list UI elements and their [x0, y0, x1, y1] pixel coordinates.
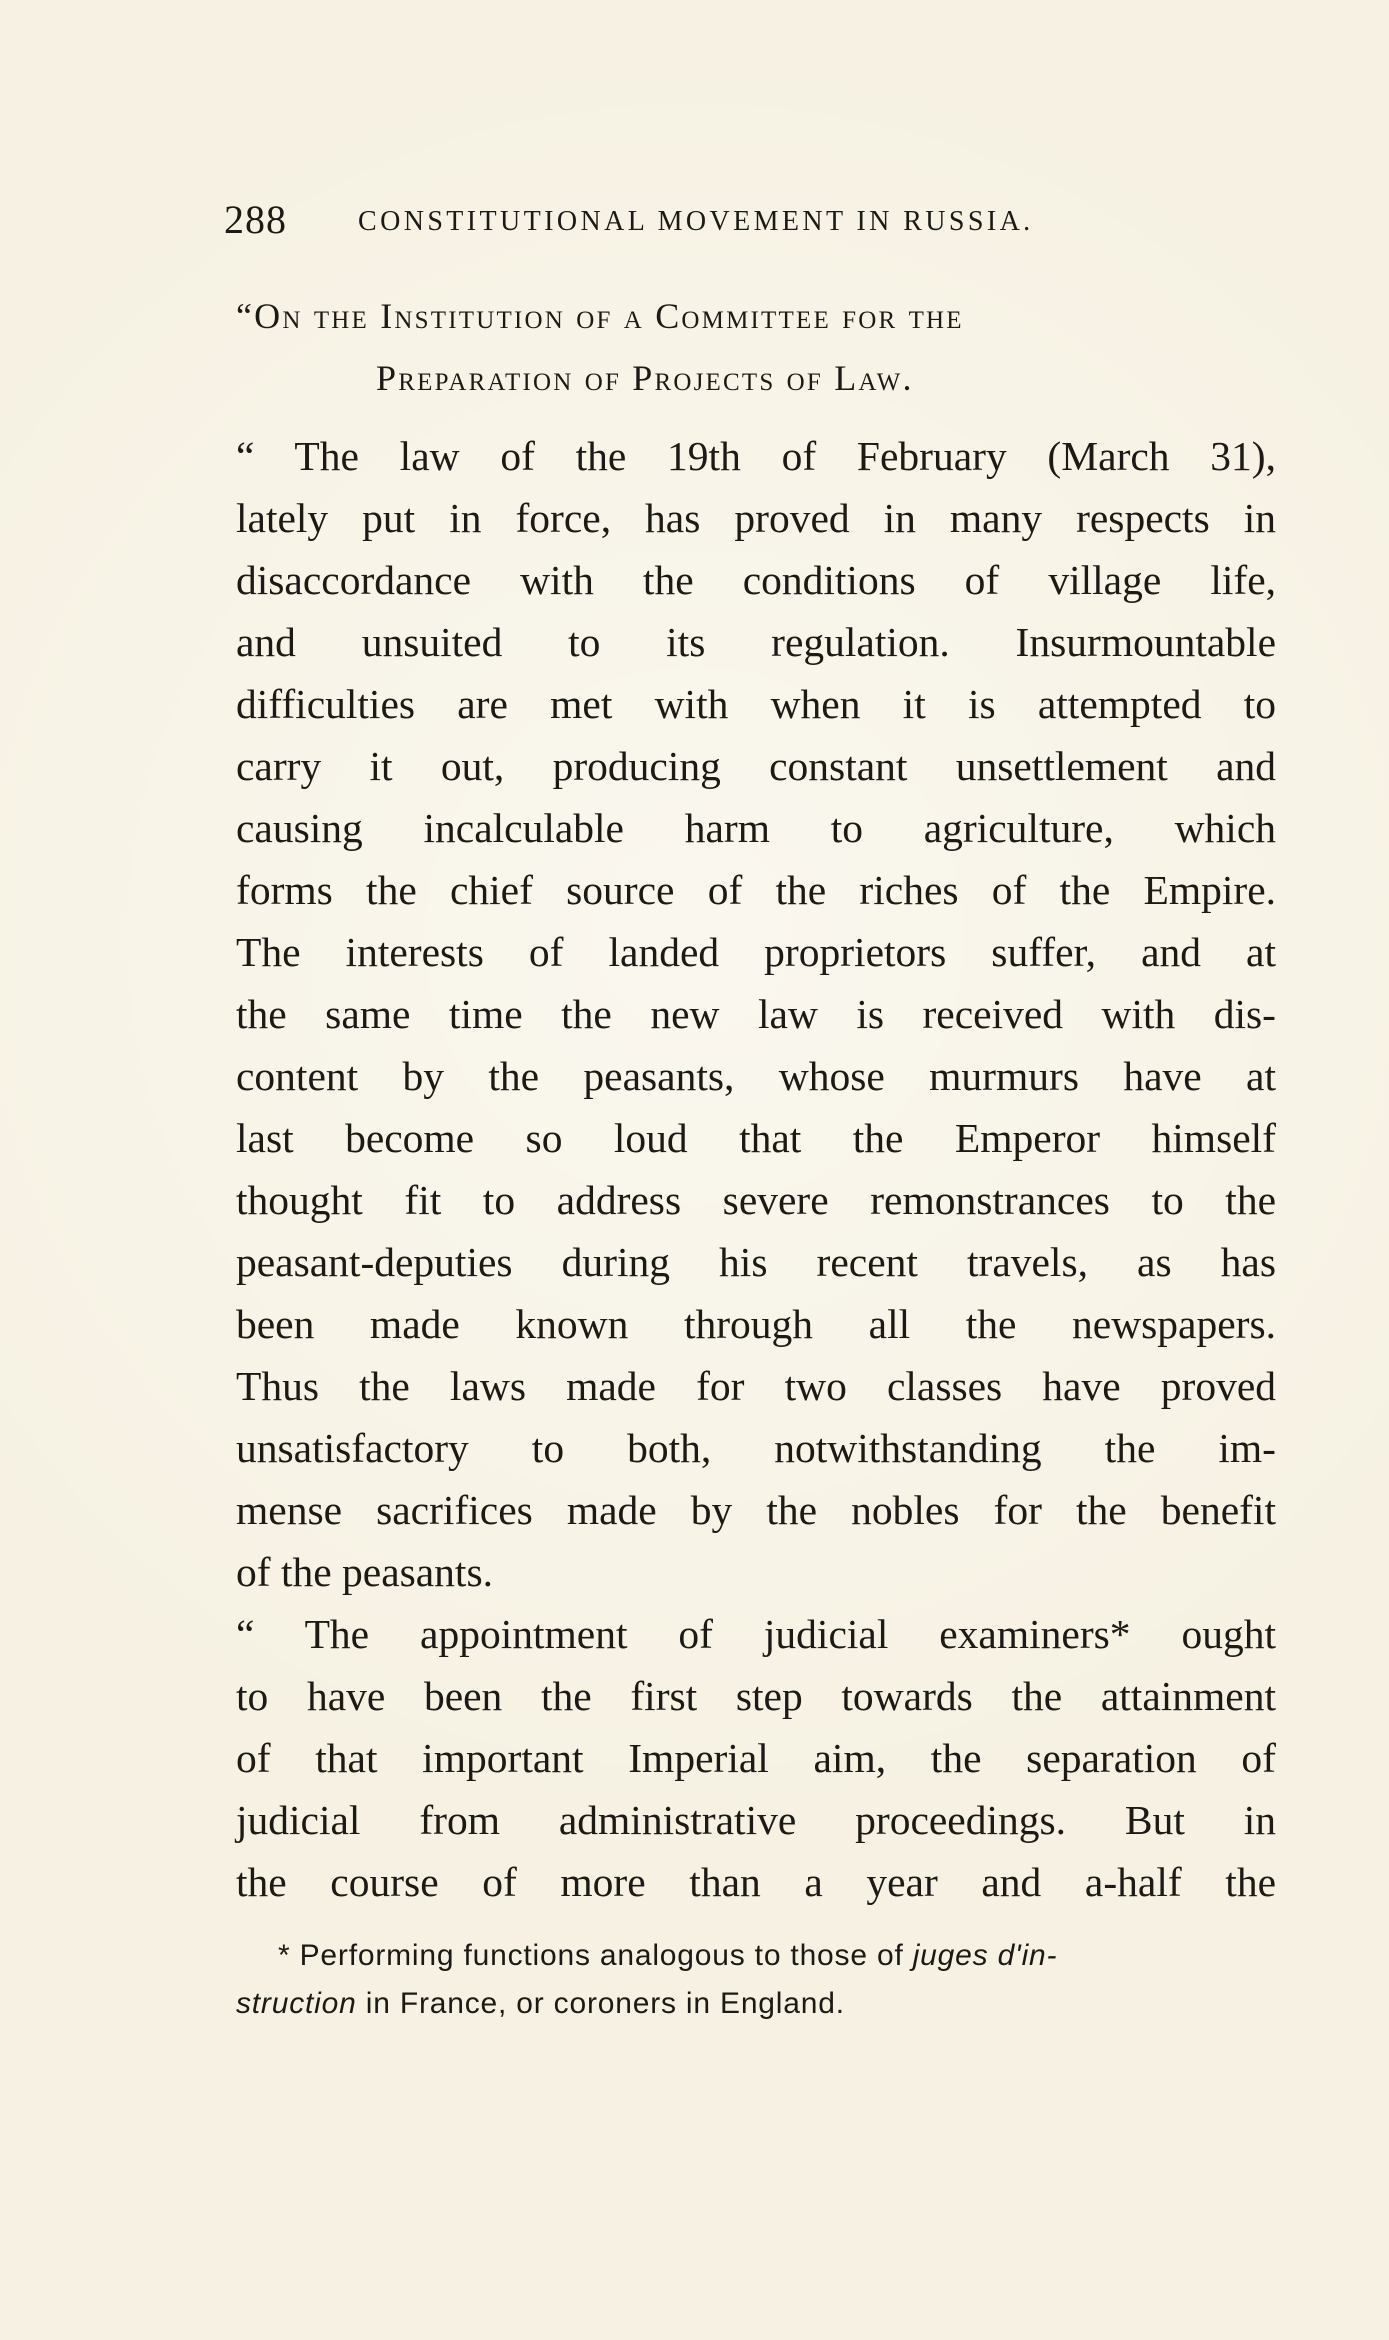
text-line: mense sacrifices made by the nobles for the benefit [236, 1487, 1276, 1533]
text-line: difficulties are met with when it is attempted to [236, 681, 1276, 727]
text-line: the course of more than a year and a-half the [236, 1859, 1276, 1905]
text-line: disaccordance with the conditions of village life, [236, 557, 1276, 603]
footnote-marker: * [278, 1939, 291, 1972]
section-title [236, 285, 1276, 409]
section-title-line-2: Preparation of Projects of Law. [376, 358, 914, 398]
text-line: judicial from administrative proceedings. But in [236, 1797, 1276, 1843]
section-title-line-1: “On the Institution of a Committee for the [236, 296, 964, 336]
footnote-text-prefix: Performing functions analogous to those of [299, 1939, 913, 1972]
body-text [236, 425, 1276, 1913]
text-line: “ The law of the 19th of February (March 31), [236, 433, 1276, 479]
text-line: of that important Imperial aim, the separation of [236, 1735, 1276, 1781]
text-line: and unsuited to its regulation. Insurmountable [236, 619, 1276, 665]
footnote-line-2 [236, 1980, 1276, 2028]
text-line: thought fit to address severe remonstrances to the [236, 1177, 1276, 1223]
running-head: CONSTITUTIONAL MOVEMENT IN RUSSIA. [358, 206, 1034, 237]
footnote-line-1 [236, 1932, 1276, 1980]
text-line: lately put in force, has proved in many respects in [236, 495, 1276, 541]
text-line: last become so loud that the Emperor himself [236, 1115, 1276, 1161]
text-line: “ The appointment of judicial examiners* ought [236, 1611, 1276, 1657]
text-line: to have been the first step towards the attainment [236, 1673, 1276, 1719]
text-line: The interests of landed proprietors suffer, and at [236, 929, 1276, 975]
footnote [236, 1932, 1276, 2028]
footnote-italic-continuation: struction [236, 1987, 357, 2020]
footnote-text-suffix: in France, or coroners in England. [365, 1987, 845, 2020]
page-header [224, 194, 1164, 246]
text-line: unsatisfactory to both, notwithstanding the im- [236, 1425, 1276, 1471]
text-line: carry it out, producing constant unsettlement and [236, 743, 1276, 789]
text-line: forms the chief source of the riches of the Empire. [236, 867, 1276, 913]
text-line: been made known through all the newspapers. [236, 1301, 1276, 1347]
page-number: 288 [224, 197, 287, 242]
footnote-italic-term: juges d'in- [912, 1939, 1058, 1972]
text-line: peasant-deputies during his recent travels, as has [236, 1239, 1276, 1285]
text-line: content by the peasants, whose murmurs have at [236, 1053, 1276, 1099]
text-line: of the peasants. [236, 1549, 493, 1595]
text-line: Thus the laws made for two classes have proved [236, 1363, 1276, 1409]
text-line: the same time the new law is received with dis- [236, 991, 1276, 1037]
text-line: causing incalculable harm to agriculture, which [236, 805, 1276, 851]
